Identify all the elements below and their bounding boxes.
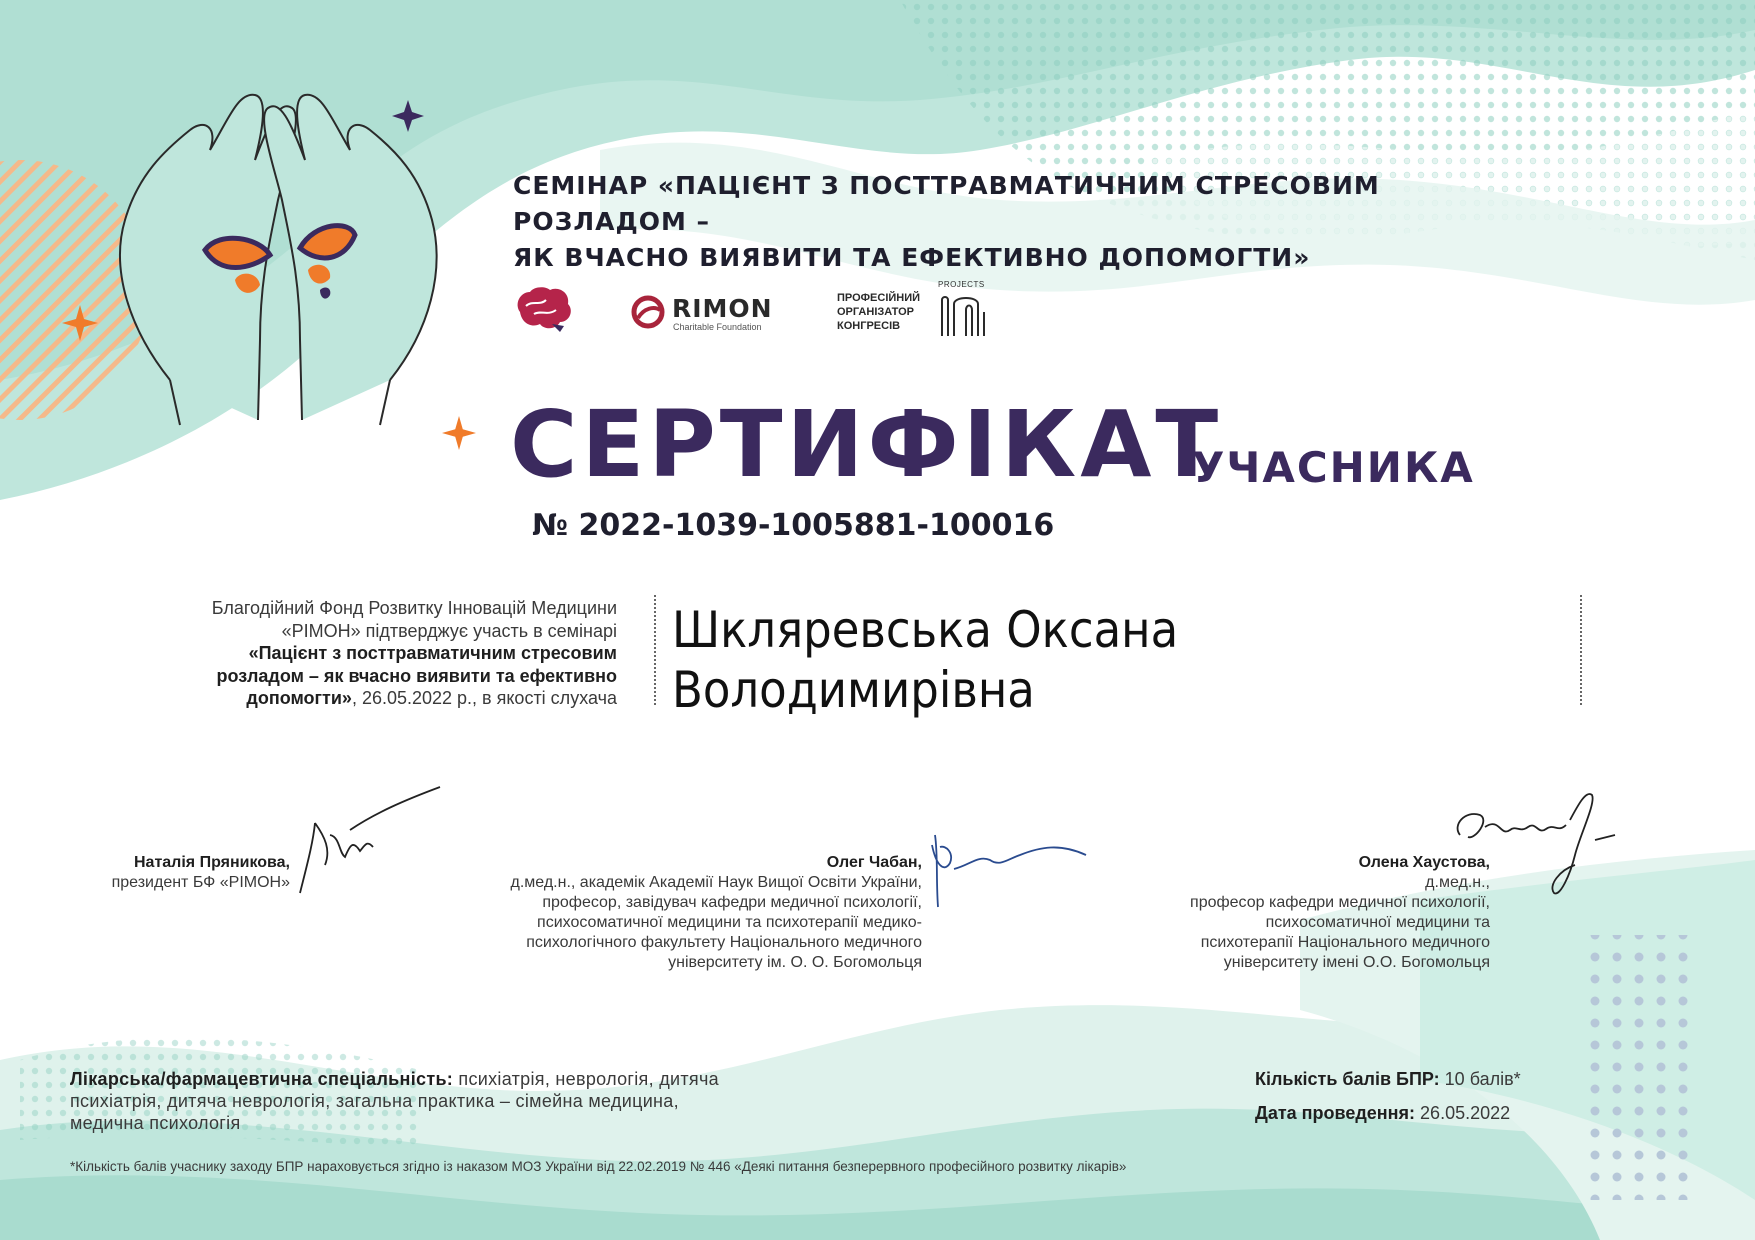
orange-sparkle-icon — [442, 416, 476, 450]
signatory-3-role-line2: професор кафедри медичної психології, — [1190, 894, 1490, 911]
rimon-ring-icon — [630, 294, 666, 330]
cpd-points-value: 10 балів* — [1439, 1069, 1521, 1089]
signatory-3-role-line5: університету імені О.О. Богомольця — [1223, 954, 1490, 971]
signatory-3-role-line3: психосоматичної медицини та — [1265, 914, 1490, 931]
organizer-line3: КОНГРЕСІВ — [837, 320, 901, 332]
organizer-line1: ПРОФЕСІЙНИЙ — [837, 292, 921, 304]
organizer-label — [837, 291, 920, 333]
signatory-2-role-line4: психологічного факультету Національного медичного — [526, 934, 922, 951]
rimon-name: RIMON — [672, 294, 773, 323]
cpd-points-label: Кількість балів БПР: — [1255, 1069, 1440, 1089]
signatory-2-role-line3: психосоматичної медицини та психотерапії медико- — [537, 914, 922, 931]
event-date-label: Дата проведення: — [1255, 1103, 1416, 1123]
event-date-value: 26.05.2022 — [1415, 1103, 1511, 1123]
signature-chaban — [930, 825, 1090, 910]
certificate-number: № 2022-1039-1005881-100016 — [532, 508, 1055, 543]
seminar-title — [513, 168, 1563, 276]
specialty-value-2: психіатрія, дитяча неврологія, загальна практика – сімейна медицина, — [70, 1091, 679, 1111]
signatory-3-name: Олена Хаустова, — [1358, 854, 1490, 871]
intro-seminar-name-3: допомогти» — [246, 688, 352, 708]
signatory-2-role-line5: університету ім. О. О. Богомольця — [668, 954, 922, 971]
cpd-points — [1255, 1068, 1521, 1090]
hands-butterflies-illustration — [110, 80, 450, 460]
signatory-3-role — [1080, 873, 1490, 973]
intro-text — [95, 597, 617, 710]
rimon-subtitle: Charitable Foundation — [673, 322, 762, 332]
specialty-value-1: психіатрія, неврологія, дитяча — [453, 1069, 719, 1089]
intro-tail: , 26.05.2022 р., в якості слухача — [351, 688, 617, 708]
projects-label: PROJECTS — [938, 280, 985, 289]
certificate-subtitle: УЧАСНИКА — [1192, 443, 1475, 492]
signatory-3-role-line4: психотерапії Національного медичного — [1200, 934, 1490, 951]
participant-name: Шкляревська Оксана Володимирівна — [672, 601, 1179, 719]
certificate-title: СЕРТИФІКАТ — [510, 391, 1223, 498]
signatory-1-role: президент БФ «РІМОН» — [111, 874, 290, 891]
orange-sparkle-icon — [62, 305, 98, 341]
seminar-title-line1: СЕМІНАР «ПАЦІЄНТ З ПОСТТРАВМАТИЧНИМ СТРЕСОВИМ РОЗЛАДОМ – — [513, 171, 1380, 236]
specialty-value-3: медична психологія — [70, 1113, 241, 1133]
signatory-2-name: Олег Чабан, — [826, 854, 922, 871]
seminar-title-line2: ЯК ВЧАСНО ВИЯВИТИ ТА ЕФЕКТИВНО ДОПОМОГТИ» — [513, 243, 1311, 272]
specialty-block — [70, 1068, 860, 1134]
signatory-2-role-line1: д.мед.н., академік Академії Наук Вищої Освіти України, — [510, 874, 922, 891]
intro-seminar-name-2: розладом – як вчасно виявити та ефективно — [216, 665, 617, 686]
signatory-2-role-line2: професор, завідувач кафедри медичної психології, — [542, 894, 922, 911]
intro-line2: «РІМОН» підтверджує участь в семінарі — [281, 620, 617, 641]
event-date — [1255, 1102, 1510, 1124]
projects-logo-icon — [938, 292, 994, 338]
brain-logo-icon — [512, 284, 574, 338]
signatory-2-role — [420, 873, 922, 973]
intro-seminar-name-1: «Пацієнт з посттравматичним стресовим — [248, 643, 617, 663]
signatory-3-role-line1: д.мед.н., — [1425, 874, 1490, 891]
organizer-line2: ОРГАНІЗАТОР — [837, 306, 915, 318]
intro-line1: Благодійний Фонд Розвитку Інновацій Медицини — [211, 598, 617, 618]
signatory-1-name: Наталія Пряникова, — [133, 854, 290, 871]
specialty-label: Лікарська/фармацевтична спеціальність: — [70, 1069, 454, 1089]
footnote: *Кількість балів учаснику заходу БПР нараховується згідно із наказом МОЗ України від 22.02.2019 № 446 «Деякі питання безперервного професійного розвитку лікарів» — [70, 1159, 1127, 1174]
